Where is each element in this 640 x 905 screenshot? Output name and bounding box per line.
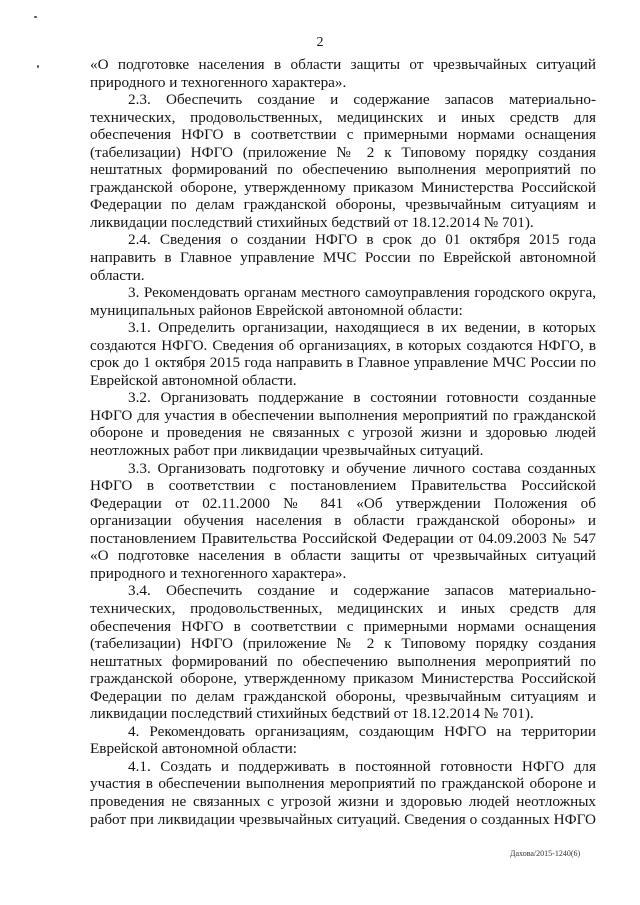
paragraph-2-4: 2.4. Сведения о создании НФГО в срок до 01 октября 2015 года направить в Главное управление МЧС России по Еврейской автономной области. xyxy=(90,231,596,284)
paragraph-3-3: 3.3. Организовать подготовку и обучение личного состава созданных НФГО в соответствии с постановлением Правительства Российской Федерации от 02.11.2000 № 841 «Об утверждении Положения об организации обучения населения в области гражданской обороны» и постановлением Правительства Российской Федерации от 04.09.2003 № 547 «О подготовке населения в области защиты от чрезвычайных ситуаций природного и техногенного характера». xyxy=(90,459,596,582)
paragraph-3: 3. Рекомендовать органам местного самоуправления городского округа, муниципальных районов Еврейской автономной области: xyxy=(90,284,596,319)
page-number: 2 xyxy=(316,35,324,50)
document-body xyxy=(90,56,596,828)
paragraph-4: 4. Рекомендовать организациям, создающим НФГО на территории Еврейской автономной области: xyxy=(90,722,596,758)
paragraph-2-3: 2.3. Обеспечить создание и содержание запасов материально-технических, продовольственных, медицинских и иных средств для обеспечения НФГО в соответствии с примерными нормами оснащения (табелизации) НФГО (приложение № 2 к Типовому порядку создания нештатных формирований по обеспечению выполнения мероприятий по гражданской обороне, утвержденному приказом Министерства Российской Федерации по делам гражданской обороны, чрезвычайным ситуациям и ликвидации последствий стихийных бедствий от 18.12.2014 № 701). xyxy=(90,91,596,231)
paragraph-4-1: 4.1. Создать и поддерживать в постоянной готовности НФГО для участия в обеспечении выполнения мероприятий по гражданской обороне и проведения не связанных с угрозой жизни и здоровью людей неотложных работ при ликвидации чрезвычайных ситуаций. Сведения о созданных НФГО xyxy=(90,757,596,828)
paragraph-3-1: 3.1. Определить организации, находящиеся в их ведении, в которых создаются НФГО. Сведения об организациях, в которых создаются НФГО, в срок до 1 октября 2015 года направить в Главное управление МЧС России по Еврейской автономной области. xyxy=(90,319,596,389)
paragraph-continuation: «О подготовке населения в области защиты от чрезвычайных ситуаций природного и техногенного характера». xyxy=(90,56,596,91)
paragraph-3-2: 3.2. Организовать поддержание в состоянии готовности созданные НФГО для участия в обеспечении выполнения мероприятий по гражданской обороне и проведения не связанных с угрозой жизни и здоровью людей неотложных работ при ликвидации чрезвычайных ситуаций. xyxy=(90,389,596,460)
paragraph-3-4: 3.4. Обеспечить создание и содержание запасов материально-технических, продовольственных, медицинских и иных средств для обеспечения НФГО в соответствии с примерными нормами оснащения (табелизации) НФГО (приложение № 2 к Типовому порядку создания нештатных формирований по обеспечению выполнения мероприятий по гражданской обороне, утвержденному приказом Министерства Российской Федерации по делам гражданской обороны, чрезвычайным ситуациям и ликвидации последствий стихийных бедствий от 18.12.2014 № 701). xyxy=(90,582,596,723)
scan-speck xyxy=(34,16,37,18)
document-code: Дахова/2015-1240(6) xyxy=(510,849,581,858)
scan-speck xyxy=(37,65,39,68)
